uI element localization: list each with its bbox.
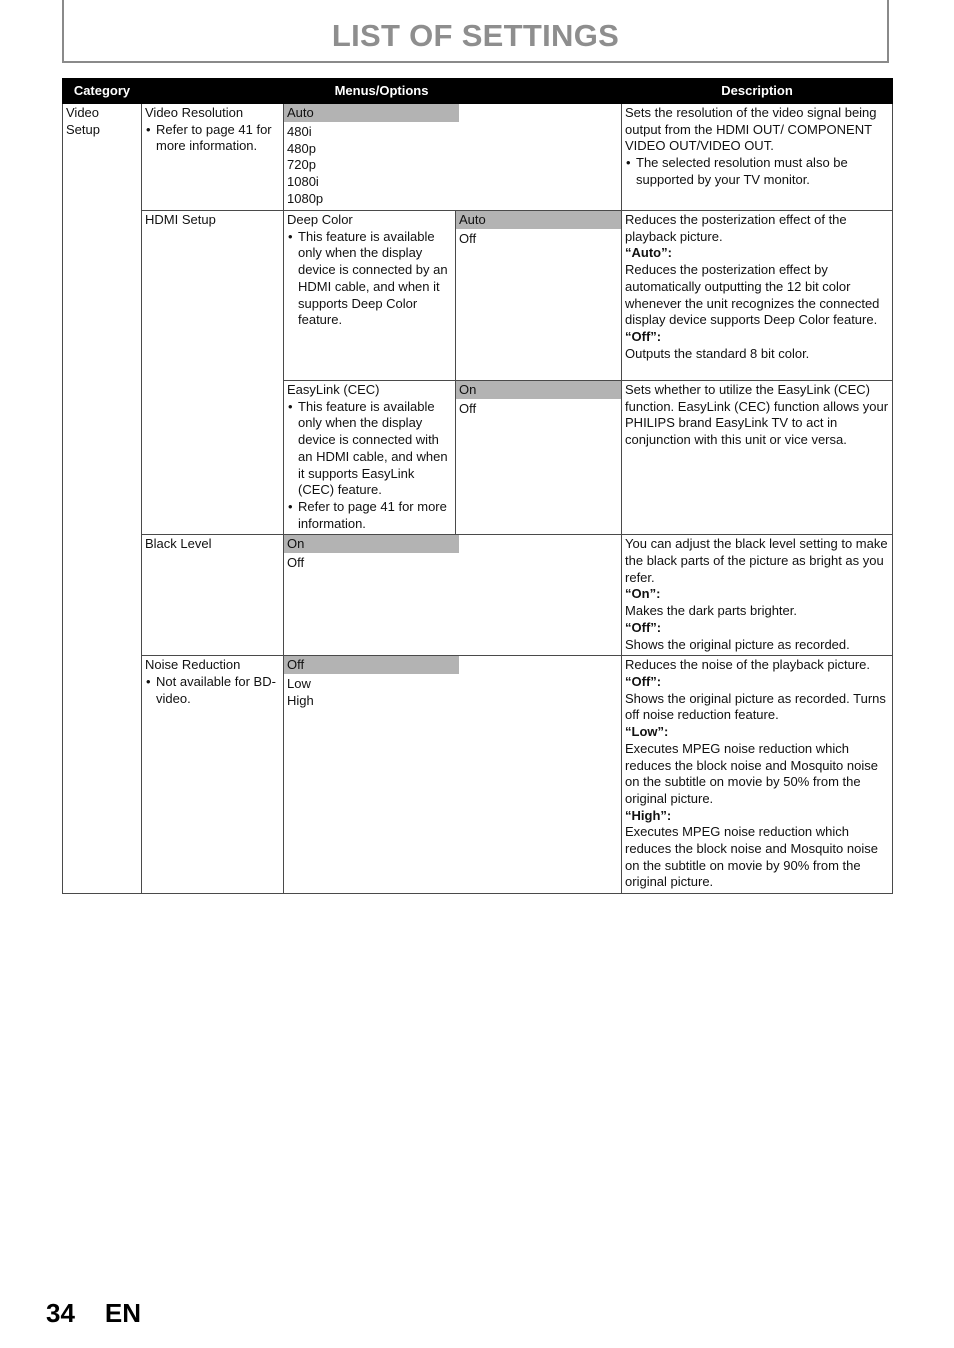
- description-cell: [622, 211, 893, 381]
- note-item: • Refer to page 41 for more information.: [145, 122, 280, 155]
- options-cell: [284, 104, 622, 211]
- description-text: Sets the resolution of the video signal being output from the HDMI OUT/ COMPONENT VIDEO OUT/VIDEO OUT.: [625, 105, 877, 154]
- menu-label: HDMI Setup: [145, 212, 216, 227]
- category-cell: [63, 104, 142, 894]
- table-header-row: [63, 79, 893, 104]
- description-label: “Auto”:: [625, 245, 672, 261]
- table-row: [63, 211, 893, 381]
- menu-label: Black Level: [145, 536, 212, 552]
- category-line: Setup: [66, 121, 100, 137]
- description-label: “Off”:: [625, 328, 662, 344]
- submenu-label: Deep Color: [287, 212, 353, 227]
- page-number: 34: [46, 1298, 75, 1328]
- options-cell: [284, 656, 622, 894]
- options-cell: [284, 535, 622, 656]
- header-description: Description: [622, 79, 893, 104]
- submenu-notes: [287, 399, 452, 533]
- description-label: “Off”:: [625, 674, 662, 690]
- description-text: Outputs the standard 8 bit color.: [625, 345, 810, 361]
- description-text: You can adjust the black level setting to make the black parts of the picture as bright as you refer.: [625, 536, 888, 585]
- description-text: Reduces the posterization effect by automatically outputting the 12 bit color whenever the unit recognizes the connected display device supports Deep Color feature.: [625, 262, 880, 328]
- menu-label: Noise Reduction: [145, 657, 241, 673]
- note-item: • Not available for BD-video.: [145, 674, 280, 707]
- description-cell: [622, 104, 893, 211]
- note-item: • This feature is available only when the display device is connected by an HDMI cable, and when it supports Deep Color feature.: [287, 229, 452, 329]
- option-selected[interactable]: On: [284, 535, 459, 553]
- option-item[interactable]: High: [287, 693, 314, 709]
- menu-cell-noise-reduction: [142, 656, 284, 894]
- option-selected[interactable]: Auto: [456, 211, 621, 229]
- option-item[interactable]: 720p: [287, 157, 316, 173]
- option-item[interactable]: 480p: [287, 140, 316, 156]
- menu-label: Video Resolution: [145, 105, 244, 120]
- option-item[interactable]: 1080i: [287, 174, 319, 190]
- category-line: Video: [66, 105, 100, 120]
- option-selected[interactable]: On: [456, 381, 621, 399]
- description-text: Shows the original picture as recorded.: [625, 636, 850, 652]
- menu-notes: [145, 122, 280, 155]
- option-item[interactable]: Off: [287, 555, 305, 571]
- description-text: Executes MPEG noise reduction which reduces the block noise and Mosquito noise on the subtitle on movie by 90% from the original picture.: [625, 824, 878, 890]
- option-selected[interactable]: Off: [284, 656, 459, 674]
- description-text: Executes MPEG noise reduction which reduces the block noise and Mosquito noise on the subtitle on movie by 50% from the original picture.: [625, 740, 878, 806]
- submenu-label: EasyLink (CEC): [287, 382, 380, 397]
- description-notes: [625, 155, 889, 188]
- option-item[interactable]: 1080p: [287, 190, 324, 206]
- description-label: “High”:: [625, 807, 672, 823]
- description-text: Reduces the noise of the playback picture.: [625, 657, 870, 673]
- note-item: • The selected resolution must also be supported by your TV monitor.: [625, 155, 889, 188]
- description-text: Makes the dark parts brighter.: [625, 603, 797, 619]
- option-item[interactable]: 480i: [287, 124, 312, 139]
- description-label: “Low”:: [625, 724, 669, 740]
- description-label: “Off”:: [625, 619, 662, 635]
- submenu-cell-easylink: [284, 381, 456, 535]
- table-row: [63, 656, 893, 894]
- page-title: LIST OF SETTINGS: [331, 18, 620, 53]
- header-menus-options: Menus/Options: [142, 79, 622, 104]
- description-cell: [622, 656, 893, 894]
- note-item: • This feature is available only when the display device is connected with an HDMI cable, and when it supports EasyLink (CEC) feature.: [287, 399, 452, 499]
- description-text: Reduces the posterization effect of the playback picture.: [625, 212, 847, 244]
- page-footer: [46, 1298, 141, 1329]
- option-item[interactable]: Off: [459, 401, 477, 416]
- description-text: Shows the original picture as recorded. Turns off noise reduction feature.: [625, 690, 886, 723]
- description-cell: [622, 381, 893, 535]
- page-title-box: [62, 0, 889, 63]
- table-row: [63, 104, 893, 211]
- options-cell: [456, 381, 622, 535]
- settings-table: [62, 78, 893, 894]
- menu-cell-black-level: [142, 535, 284, 656]
- menu-cell-video-resolution: [142, 104, 284, 211]
- header-category: Category: [63, 79, 142, 104]
- description-text: Sets whether to utilize the EasyLink (CEC) function. EasyLink (CEC) function allows your PHILIPS brand EasyLink TV to act in conjunction with this unit or vice versa.: [625, 382, 889, 448]
- menu-cell-hdmi-setup: [142, 211, 284, 535]
- submenu-cell-deep-color: [284, 211, 456, 381]
- option-item[interactable]: Off: [459, 231, 477, 246]
- note-item: • Refer to page 41 for more information.: [287, 499, 452, 532]
- description-label: “On”:: [625, 586, 661, 602]
- options-cell: [456, 211, 622, 381]
- table-row: [63, 535, 893, 656]
- menu-notes: [145, 674, 280, 707]
- option-selected[interactable]: Auto: [284, 104, 459, 122]
- language-code: EN: [104, 1298, 142, 1328]
- submenu-notes: [287, 229, 452, 329]
- description-cell: [622, 535, 893, 656]
- option-item[interactable]: Low: [287, 676, 311, 692]
